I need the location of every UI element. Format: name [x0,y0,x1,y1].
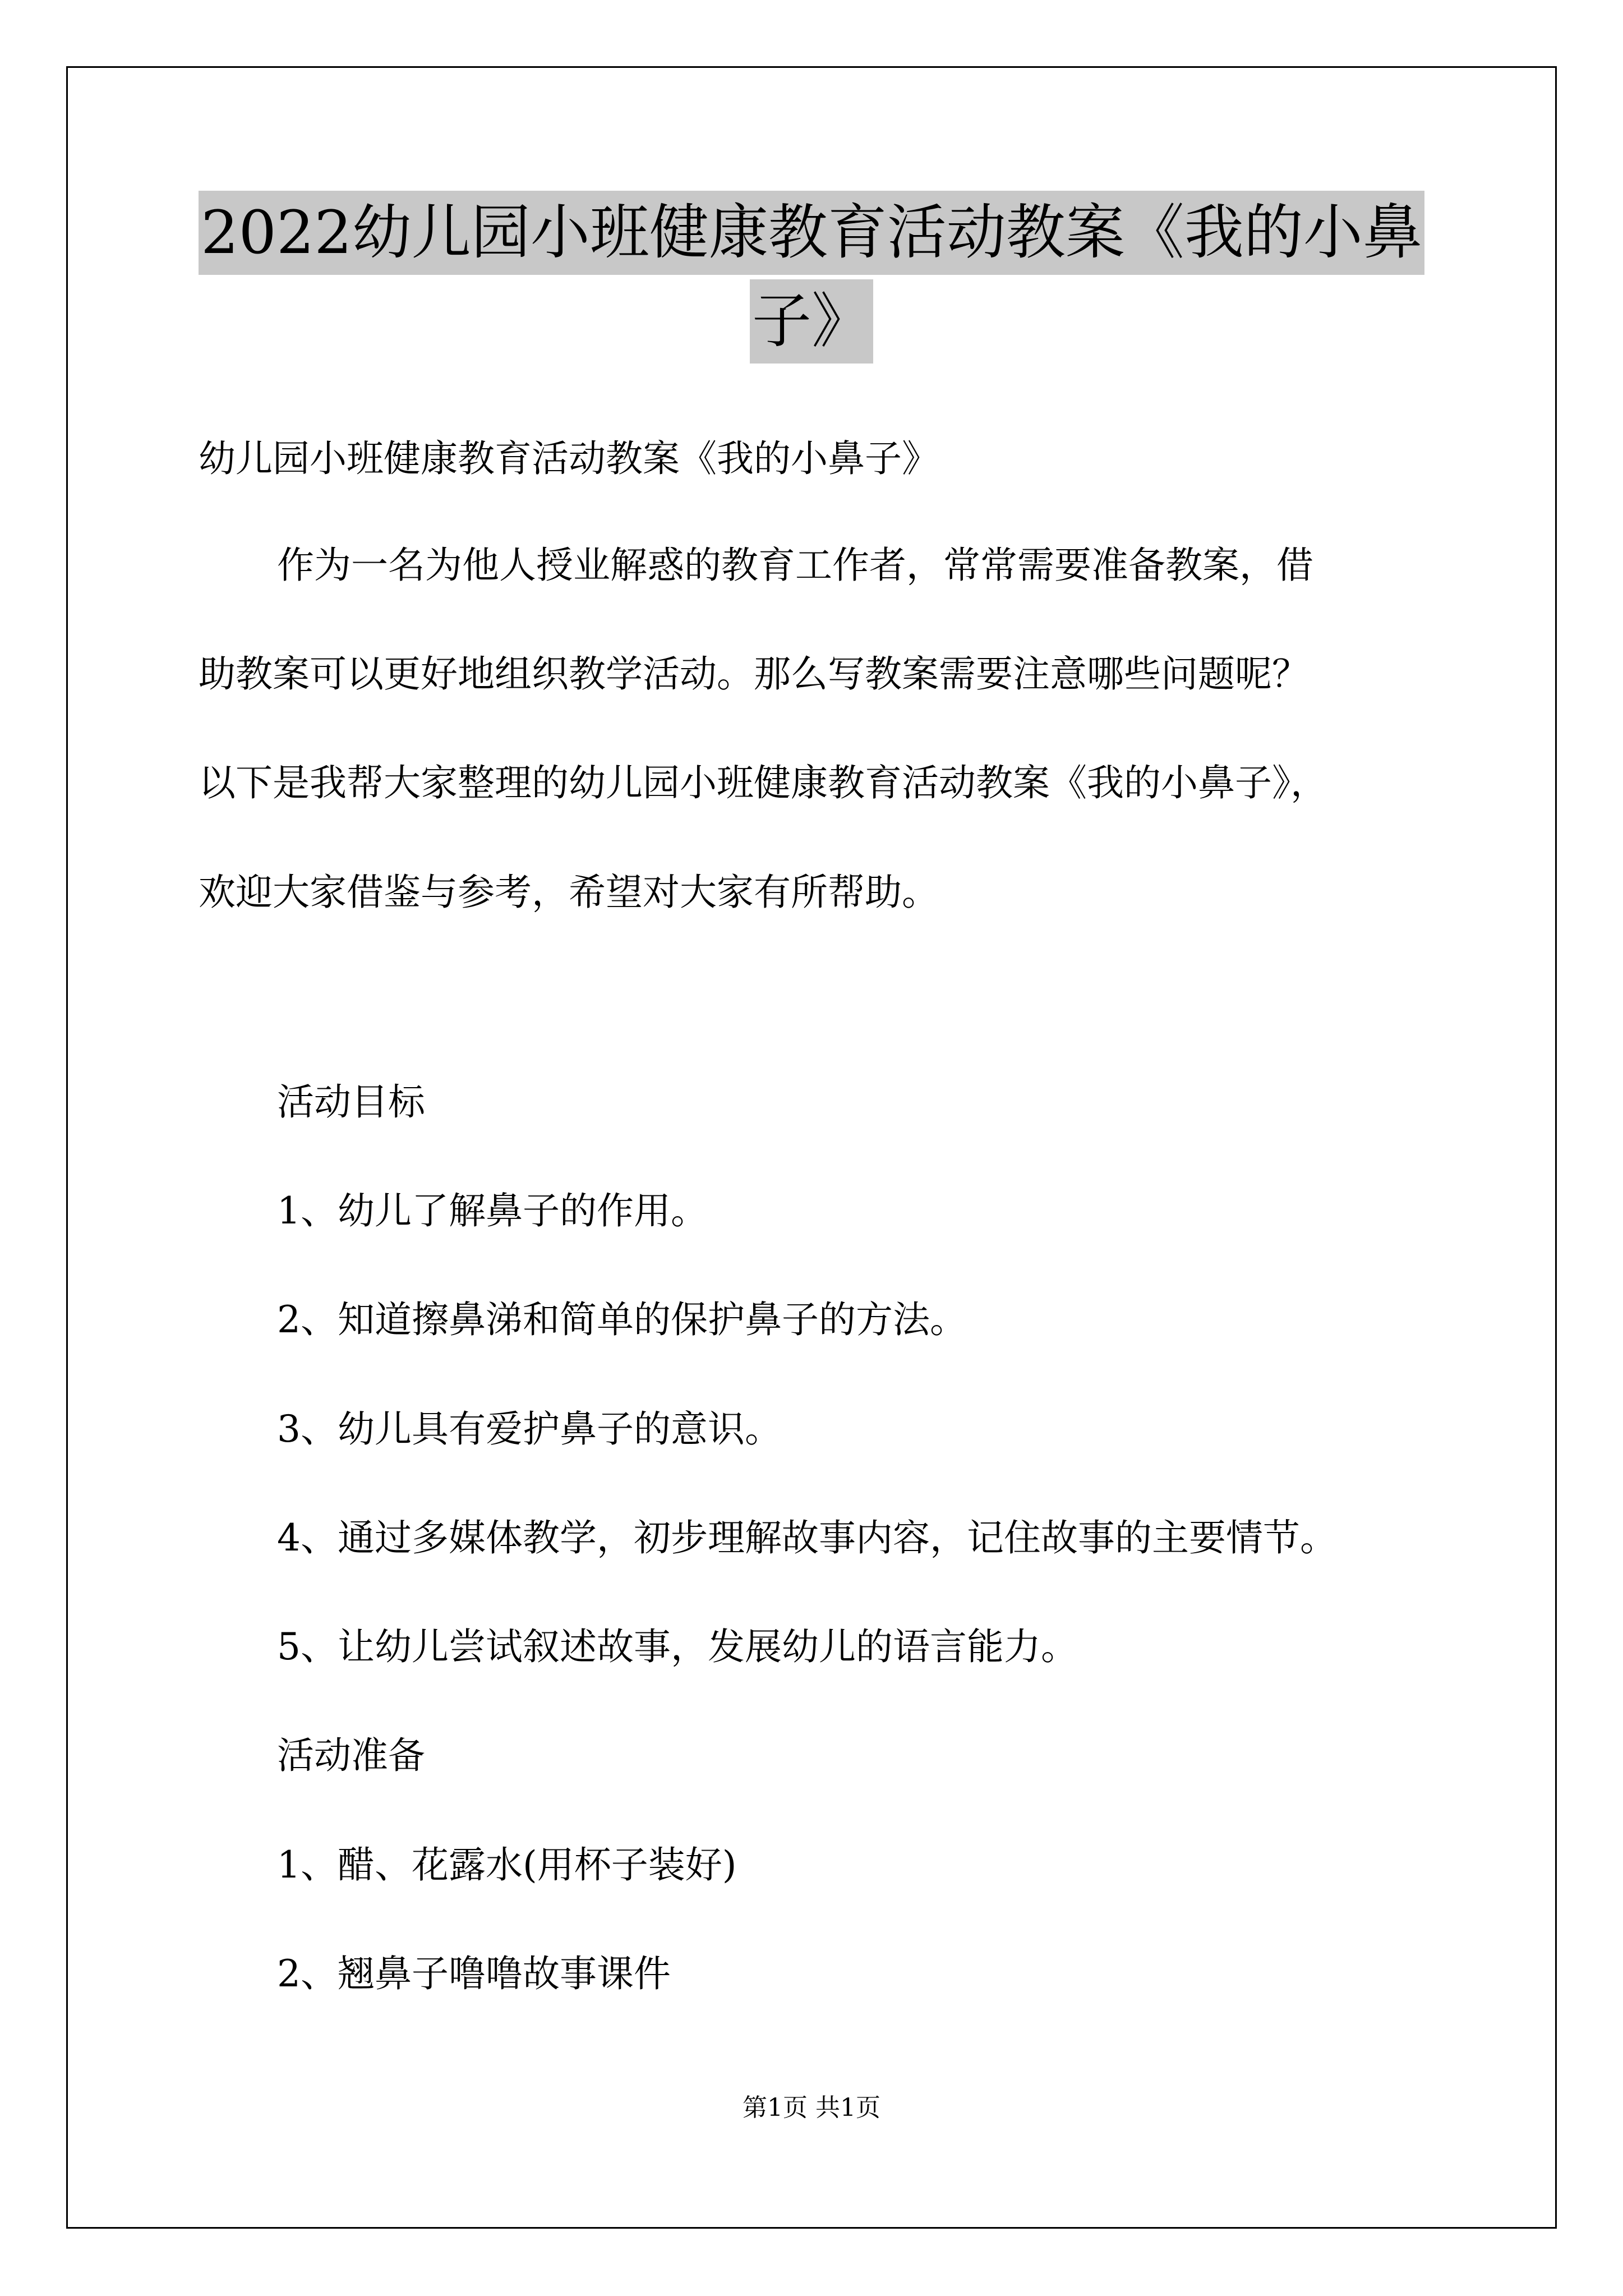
prep-item: 2、翘鼻子噜噜故事课件 [277,1952,671,1995]
goal-item: 4、通过多媒体教学，初步理解故事内容，记住故事的主要情节。 [277,1516,1337,1559]
intro-line-4: 欢迎大家借鉴与参考，希望对大家有所帮助。 [199,871,939,914]
section-heading-prep: 活动准备 [277,1734,425,1777]
page-border [66,66,1557,2229]
document-title [135,191,1488,364]
intro-line-3: 以下是我帮大家整理的幼儿园小班健康教育活动教案《我的小鼻子》， [199,761,1327,804]
section-heading-goals: 活动目标 [277,1080,425,1124]
goal-item: 1、幼儿了解鼻子的作用。 [277,1189,708,1232]
goal-item: 2、知道擦鼻涕和简单的保护鼻子的方法。 [277,1298,967,1341]
prep-item: 1、醋、花露水(用杯子装好) [277,1843,737,1887]
goal-item: 5、让幼儿尝试叙述故事，发展幼儿的语言能力。 [277,1625,1078,1668]
document-subtitle: 幼儿园小班健康教育活动教案《我的小鼻子》 [199,437,939,480]
goal-item: 3、幼儿具有爱护鼻子的意识。 [277,1407,782,1451]
intro-line-1: 作为一名为他人授业解惑的教育工作者，常常需要准备教案，借 [277,544,1313,587]
title-line-1: 2022幼儿园小班健康教育活动教案《我的小鼻 [199,191,1424,275]
page-footer: 第1页 共1页 [743,2093,880,2122]
intro-line-2: 助教案可以更好地组织教学活动。那么写教案需要注意哪些问题呢？ [199,652,1309,696]
title-line-2: 子》 [750,279,873,364]
